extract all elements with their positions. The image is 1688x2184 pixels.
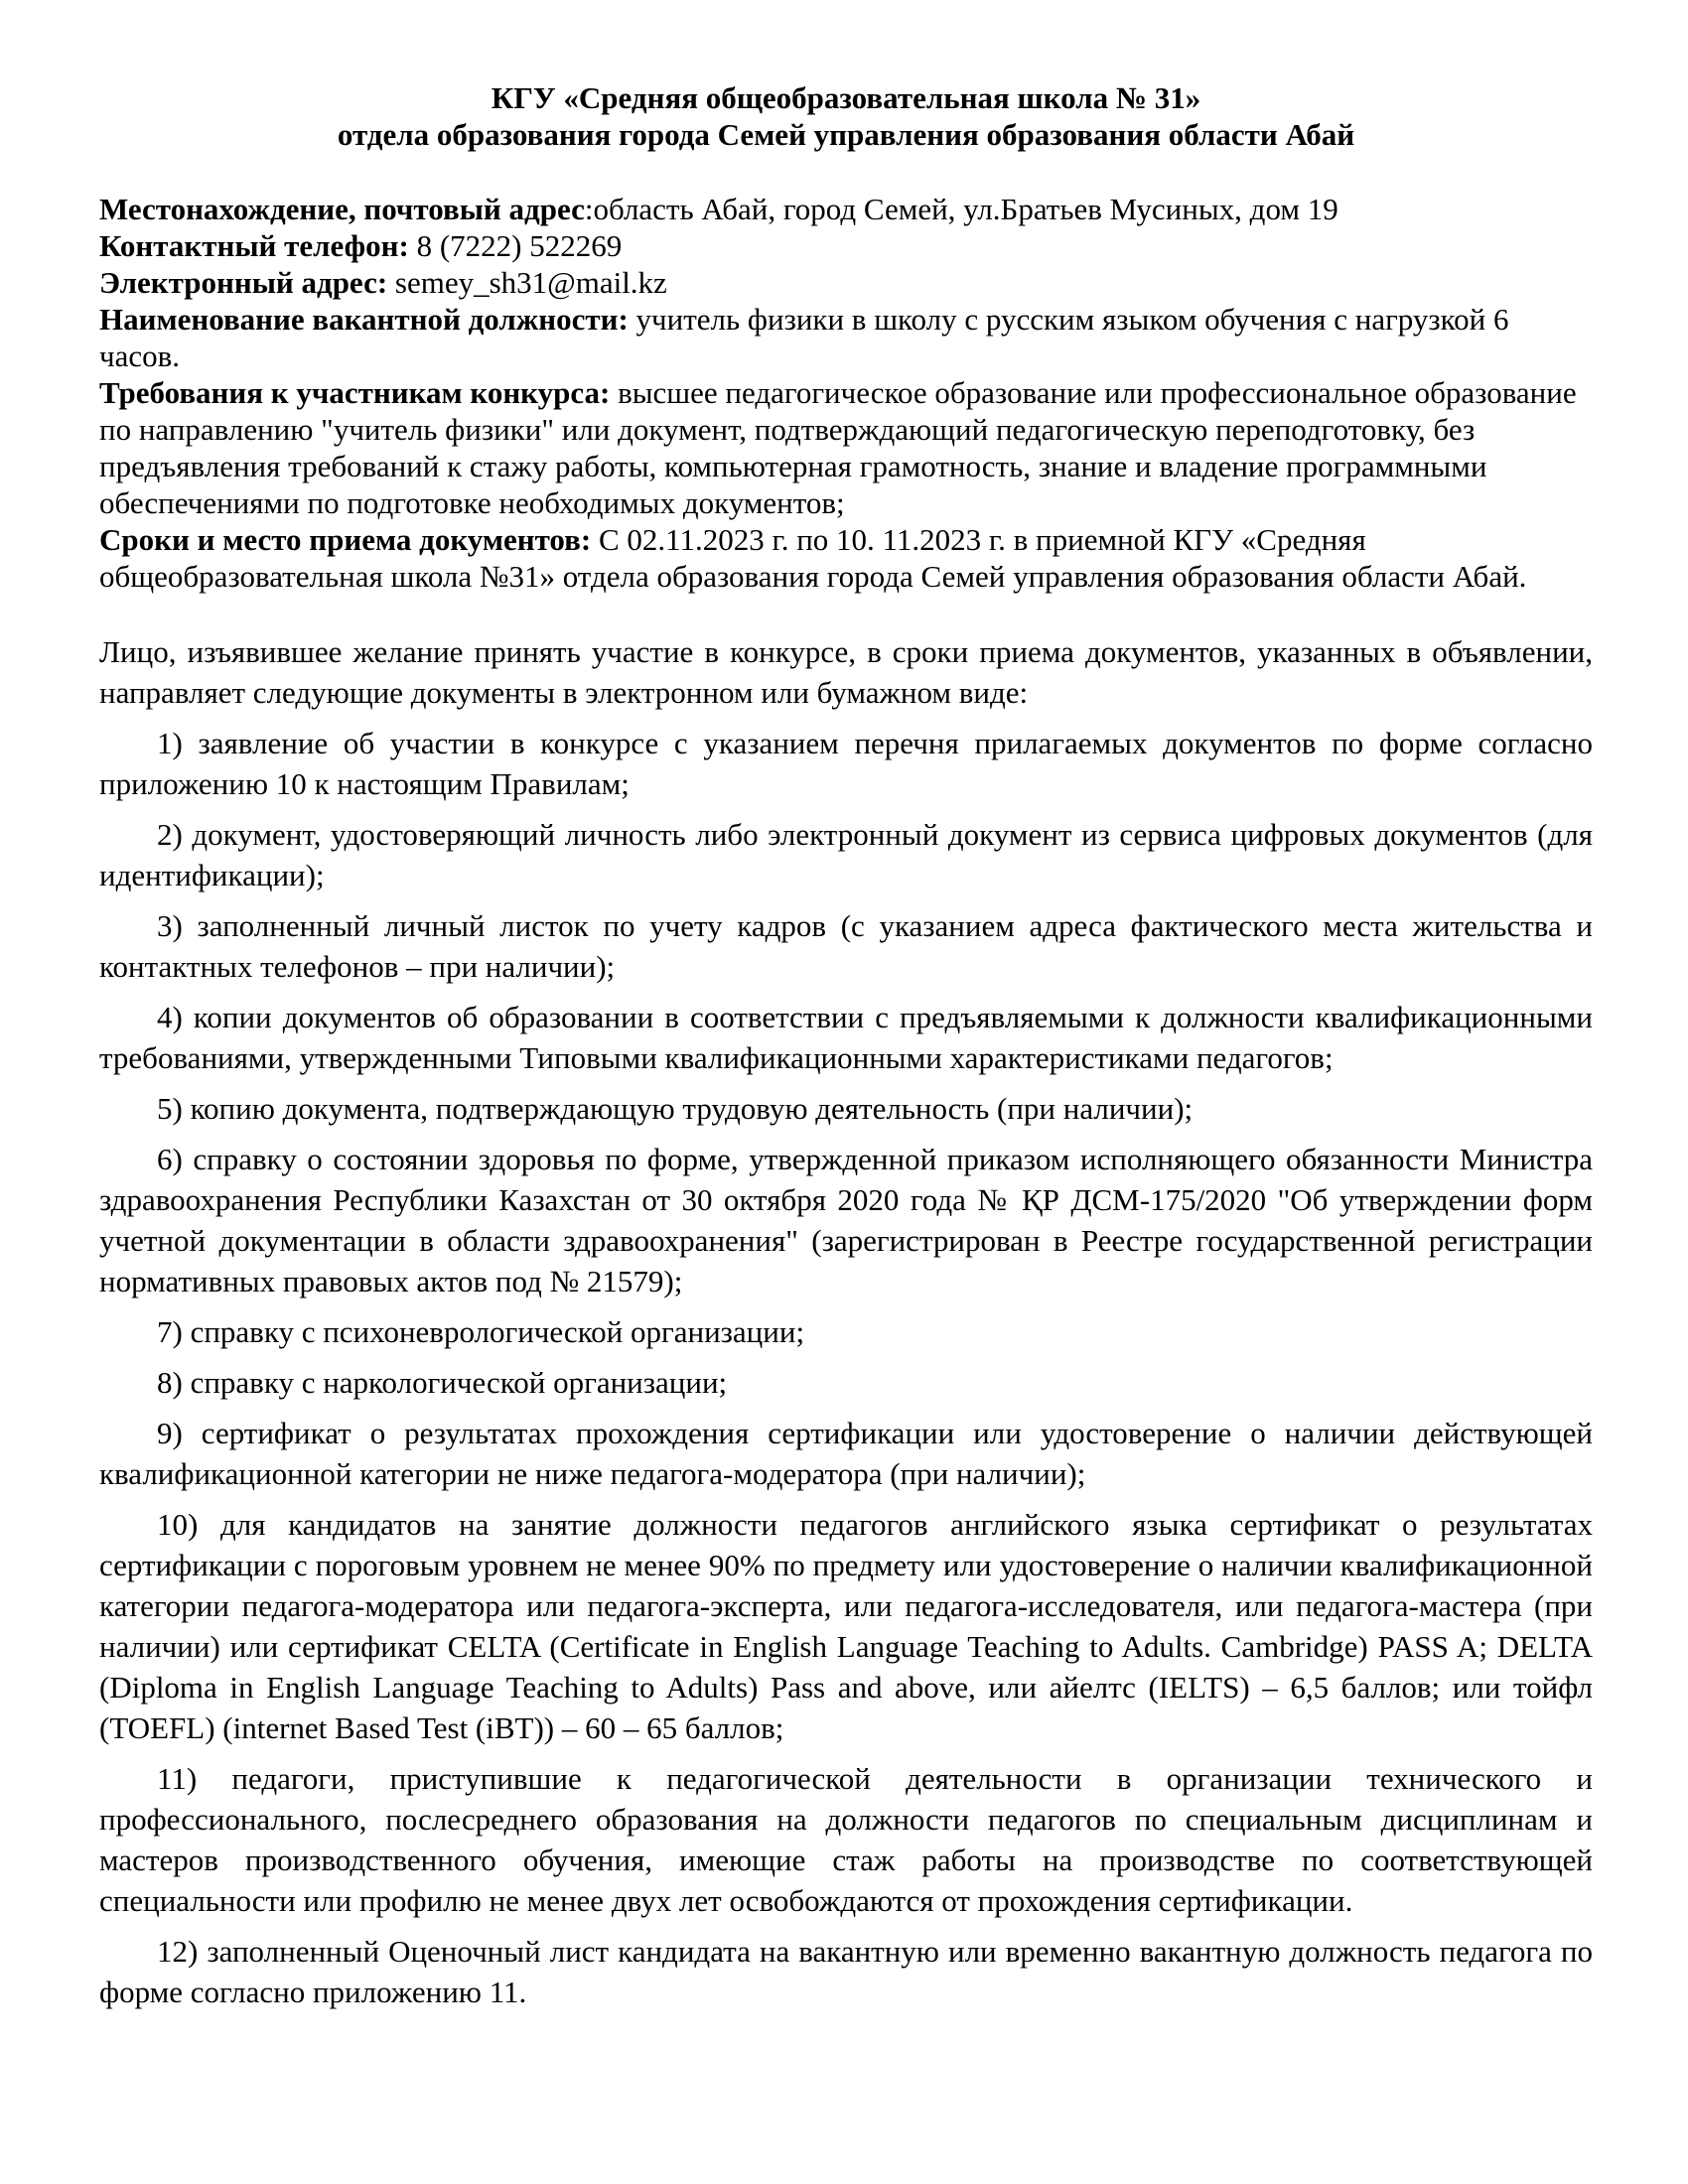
- address-line: [99, 191, 1593, 227]
- list-item: 5) копию документа, подтверждающую трудовую деятельность (при наличии);: [157, 1091, 1194, 1126]
- vacancy-value: учитель физики в школу с русским языком обучения с нагрузкой 6 часов.: [99, 302, 1509, 373]
- list-item: 8) справку с наркологической организации;: [157, 1365, 728, 1400]
- deadline-value: С 02.11.2023 г. по 10. 11.2023 г. в приемной КГУ «Средняя общеобразовательная школа №31» отдела образования города Семей управления образования области Абай.: [99, 522, 1527, 594]
- list-item: 10) для кандидатов на занятие должности педагогов английского языка сертификат о результатах сертификации с пороговым уровнем не менее 90% по предмету или удостоверение о наличии квалификационной категории педагога-модератора или педагога-эксперта, или педагога-исследователя, или педагога-мастера (при наличии) или сертификат CELTA (Certificate in English Language Teaching to Adults. Cambridge) PASS A; DELTA (Diploma in English Language Teaching to Adults) Pass and above, или айелтс (IELTS) – 6,5 баллов; или тойфл (TOEFL) (internet Based Test (iBT)) – 60 – 65 баллов;: [99, 1507, 1593, 1745]
- phone-label: Контактный телефон:: [99, 228, 409, 263]
- deadline-line: [99, 521, 1593, 595]
- vacancy-label: Наименование вакантной должности:: [99, 302, 629, 337]
- list-item: 9) сертификат о результатах прохождения сертификации или удостоверение о наличии действующей квалификационной категории не ниже педагога-модератора (при наличии);: [99, 1416, 1593, 1491]
- email-line: [99, 264, 1593, 301]
- address-value: :область Абай, город Семей, ул.Братьев Мусиных, дом 19: [584, 192, 1338, 226]
- title-line-1: КГУ «Средняя общеобразовательная школа № 31»: [491, 80, 1201, 115]
- requirements-line: [99, 374, 1593, 521]
- phone-line: [99, 227, 1593, 264]
- list-item: 6) справку о состоянии здоровья по форме, утвержденной приказом исполняющего обязанности Министра здравоохранения Республики Казахстан от 30 октября 2020 года № ҚР ДСМ-175/2020 "Об утверждении форм учетной документации в области здравоохранения" (зарегистрирован в Реестре государственной регистрации нормативных правовых актов под № 21579);: [99, 1142, 1593, 1298]
- address-label: Местонахождение, почтовый адрес: [99, 192, 585, 226]
- vacancy-line: [99, 301, 1593, 374]
- list-item: 2) документ, удостоверяющий личность либо электронный документ из сервиса цифровых документов (для идентификации);: [99, 817, 1593, 892]
- list-item: 7) справку с психоневрологической организации;: [157, 1314, 805, 1349]
- intro-paragraph: Лицо, изъявившее желание принять участие в конкурсе, в сроки приема документов, указанных в объявлении, направляет следующие документы в электронном или бумажном виде:: [99, 634, 1593, 710]
- info-block: [99, 191, 1593, 595]
- document-title: [99, 79, 1593, 153]
- document-list: [99, 723, 1593, 2012]
- list-item: 1) заявление об участии в конкурсе с указанием перечня прилагаемых документов по форме согласно приложению 10 к настоящим Правилам;: [99, 726, 1593, 801]
- deadline-label: Сроки и место приема документов:: [99, 522, 592, 557]
- list-item: 12) заполненный Оценочный лист кандидата на вакантную или временно вакантную должность педагога по форме согласно приложению 11.: [99, 1934, 1593, 2009]
- list-item: 4) копии документов об образовании в соответствии с предъявляемыми к должности квалификационными требованиями, утвержденными Типовыми квалификационными характеристиками педагогов;: [99, 1000, 1593, 1075]
- list-item: 3) заполненный личный листок по учету кадров (с указанием адреса фактического места жительства и контактных телефонов – при наличии);: [99, 908, 1593, 984]
- phone-value: 8 (7222) 522269: [408, 228, 623, 263]
- spacer: [99, 595, 1593, 631]
- title-line-2: отдела образования города Семей управления образования области Абай: [337, 117, 1355, 152]
- requirements-label: Требования к участникам конкурса:: [99, 375, 611, 410]
- requirements-value: высшее педагогическое образование или профессиональное образование по направлению "учитель физики" или документ, подтверждающий педагогическую переподготовку, без предъявления требований к стажу работы, компьютерная грамотность, знание и владение программными обеспечениями по подготовке необходимых документов;: [99, 375, 1577, 520]
- email-label: Электронный адрес:: [99, 265, 388, 300]
- email-value: semey_sh31@mail.kz: [387, 265, 667, 300]
- list-item: 11) педагоги, приступившие к педагогической деятельности в организации технического и профессионального, послесреднего образования на должности педагогов по специальным дисциплинам и мастеров производственного обучения, имеющие стаж работы на производстве по соответствующей специальности или профилю не менее двух лет освобождаются от прохождения сертификации.: [99, 1761, 1593, 1918]
